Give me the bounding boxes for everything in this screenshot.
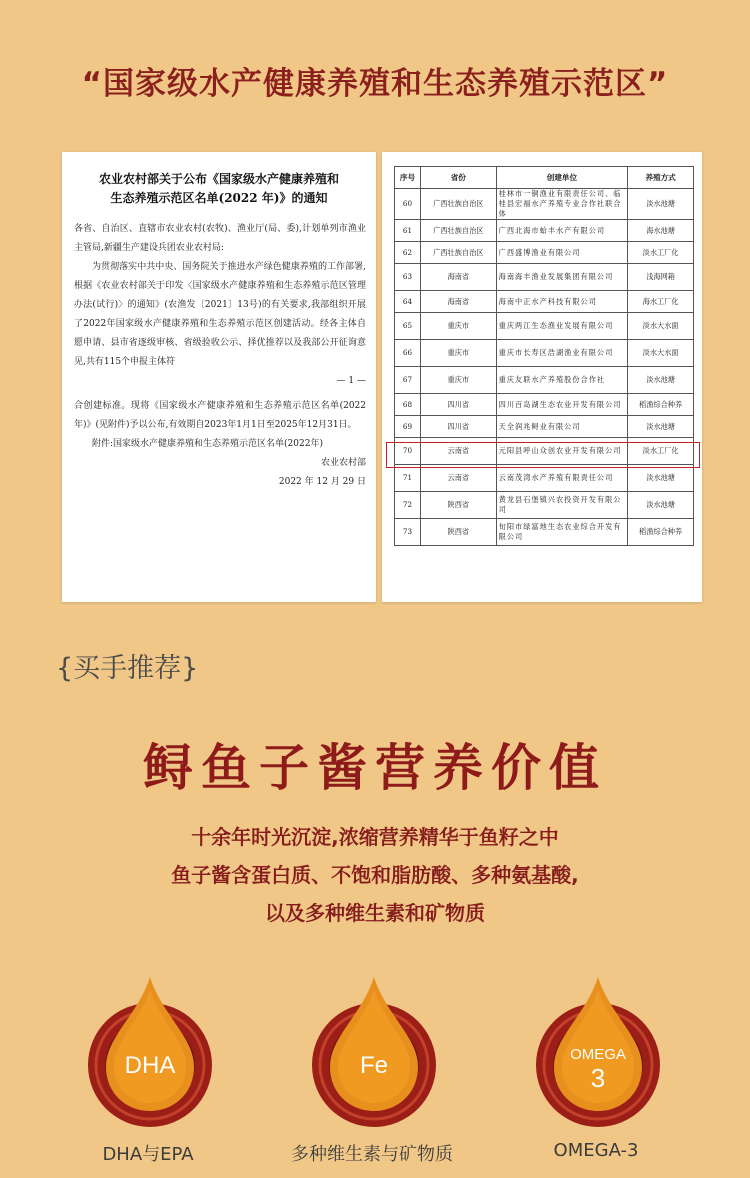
cell-province: 云南省 <box>420 438 496 465</box>
cell-province: 四川省 <box>420 394 496 416</box>
fe-drop-icon <box>286 975 466 1145</box>
cell-province: 重庆市 <box>420 367 496 394</box>
omega-drop-icon <box>510 975 690 1145</box>
notice-paragraph: 合创建标准。现将《国家级水产健康养殖和生态养殖示范区名单(2022年)》(见附件)予以公布,有效期自2023年1月1日至2025年12月31日。 <box>74 401 366 430</box>
cell-province: 广西壮族自治区 <box>420 220 496 242</box>
cell-province: 陕西省 <box>420 492 496 519</box>
cell-unit: 海南海丰渔业发展集团有限公司 <box>496 264 628 291</box>
cell-no: 73 <box>395 519 421 546</box>
cell-method: 淡水池塘 <box>628 416 694 438</box>
column-header: 序号 <box>395 167 421 189</box>
table-row <box>395 220 694 242</box>
column-header: 养殖方式 <box>628 167 694 189</box>
cell-method: 淡水大水面 <box>628 340 694 367</box>
cell-province: 重庆市 <box>420 313 496 340</box>
cell-method: 稻渔综合种养 <box>628 394 694 416</box>
cell-unit: 四川百岛湖生态农业开发有限公司 <box>496 394 628 416</box>
cell-method: 淡水池塘 <box>628 492 694 519</box>
cell-method: 海水池塘 <box>628 220 694 242</box>
cell-no: 62 <box>395 242 421 264</box>
cell-method: 淡水工厂化 <box>628 242 694 264</box>
registry-document <box>382 152 702 602</box>
cell-method: 海水工厂化 <box>628 291 694 313</box>
table-row <box>395 313 694 340</box>
cell-method: 稻渔综合种养 <box>628 519 694 546</box>
cell-no: 60 <box>395 189 421 220</box>
table-row <box>395 291 694 313</box>
omega-label: OMEGA <box>570 1046 626 1063</box>
table-row <box>395 465 694 492</box>
notice-title-line-2: 生态养殖示范区名单(2022 年)》的通知 <box>110 191 328 205</box>
cell-province: 云南省 <box>420 465 496 492</box>
fe-caption: 多种维生素与矿物质 <box>291 1144 453 1165</box>
cell-province: 四川省 <box>420 416 496 438</box>
cell-unit: 重庆两江生态渔业发展有限公司 <box>496 313 628 340</box>
cell-no: 71 <box>395 465 421 492</box>
cell-unit: 黄龙县石堡镇兴农投资开发有限公司 <box>496 492 628 519</box>
cell-province: 广西壮族自治区 <box>420 189 496 220</box>
cell-method: 淡水工厂化 <box>628 438 694 465</box>
notice-body <box>74 220 366 492</box>
description-line: 鱼子酱含蛋白质、不饱和脂肪酸、多种氨基酸, <box>171 863 579 887</box>
cell-province: 广西壮族自治区 <box>420 242 496 264</box>
cell-unit: 广西盛博渔业有限公司 <box>496 242 628 264</box>
cell-unit: 天全润兆鲟业有限公司 <box>496 416 628 438</box>
cell-province: 重庆市 <box>420 340 496 367</box>
notice-signer: 农业农村部 <box>320 458 366 468</box>
table-row <box>395 394 694 416</box>
page-title: “国家级水产健康养殖和生态养殖示范区” <box>81 66 669 102</box>
cell-unit: 重庆友联水产养殖股份合作社 <box>496 367 628 394</box>
omega-number: 3 <box>590 1063 606 1093</box>
cell-no: 61 <box>395 220 421 242</box>
registry-table <box>394 166 694 546</box>
cell-method: 淡水大水面 <box>628 313 694 340</box>
cell-no: 65 <box>395 313 421 340</box>
column-header: 创建单位 <box>496 167 628 189</box>
cell-unit: 旬阳市绿富地生态农业综合开发有限公司 <box>496 519 628 546</box>
description-line: 以及多种维生素和矿物质 <box>265 901 485 925</box>
table-row <box>395 189 694 220</box>
notice-attachment: 附件:国家级水产健康养殖和生态养殖示范区名单(2022年) <box>92 439 323 449</box>
notice-paragraph: 为贯彻落实中共中央、国务院关于推进水产绿色健康养殖的工作部署,根据《农业农村部关于印发〈国家级水产健康养殖和生态养殖示范区管理办法(试行)〉的通知》(农渔发〔2021〕13号)的有关要求,我部组织开展了2022年国家级水产健康养殖和生态养殖示范区创建活动。经各主体自愿申请、县市省逐级审核、省级验收公示、择优推荐以及我部公开征询意见,共有115个申报主体符 <box>74 262 366 367</box>
cell-no: 63 <box>395 264 421 291</box>
notice-document <box>62 152 376 602</box>
table-row <box>395 519 694 546</box>
dha-caption: DHA与EPA <box>102 1144 194 1165</box>
notice-date: 2022 年 12 月 29 日 <box>278 477 366 487</box>
cell-unit: 广西北海市蛤丰水产有限公司 <box>496 220 628 242</box>
cell-unit: 重庆市长寿区浩湖渔业有限公司 <box>496 340 628 367</box>
cell-method: 淡水池塘 <box>628 367 694 394</box>
notice-title <box>76 170 362 208</box>
page-number: — 1 — <box>336 376 366 386</box>
dha-drop-icon <box>62 975 242 1145</box>
notice-title-line-1: 农业农村部关于公布《国家级水产健康养殖和 <box>98 172 339 186</box>
cell-no: 69 <box>395 416 421 438</box>
cell-no: 68 <box>395 394 421 416</box>
cell-no: 66 <box>395 340 421 367</box>
cell-method: 淡水池塘 <box>628 189 694 220</box>
cell-unit: 元阳县呼山众创农业开发有限公司 <box>496 438 628 465</box>
table-row <box>395 492 694 519</box>
cell-province: 陕西省 <box>420 519 496 546</box>
notice-paragraph: 各省、自治区、直辖市农业农村(农牧)、渔业厅(局、委),计划单列市渔业主管局,新疆生产建设兵团农业农村局: <box>74 224 366 253</box>
table-row <box>395 242 694 264</box>
cell-no: 70 <box>395 438 421 465</box>
table-row <box>395 340 694 367</box>
fe-label: Fe <box>359 1052 389 1079</box>
cell-no: 72 <box>395 492 421 519</box>
table-row <box>395 264 694 291</box>
cell-province: 海南省 <box>420 264 496 291</box>
cell-unit: 海南中正水产科技有限公司 <box>496 291 628 313</box>
registry-header-row <box>395 167 694 189</box>
dha-label: DHA <box>124 1052 176 1079</box>
column-header: 省份 <box>420 167 496 189</box>
cell-no: 67 <box>395 367 421 394</box>
cell-unit: 云南茂湾水产养殖有限责任公司 <box>496 465 628 492</box>
omega-caption: OMEGA-3 <box>553 1140 639 1161</box>
cell-method: 淡水池塘 <box>628 465 694 492</box>
nutrition-description <box>0 818 750 932</box>
table-row <box>395 367 694 394</box>
table-row-highlighted <box>395 416 694 438</box>
cell-unit: 桂林市一铜渔业有限责任公司、临桂县宏福水产养殖专业合作社联合体 <box>496 189 628 220</box>
cell-province: 海南省 <box>420 291 496 313</box>
recommend-label: {买手推荐} <box>56 653 199 684</box>
highlight-box <box>386 442 700 468</box>
description-line: 十余年时光沉淀,浓缩营养精华于鱼籽之中 <box>191 825 559 849</box>
cell-no: 64 <box>395 291 421 313</box>
nutrition-title: 鲟鱼子酱营养价值 <box>143 739 607 797</box>
cell-method: 浅海网箱 <box>628 264 694 291</box>
